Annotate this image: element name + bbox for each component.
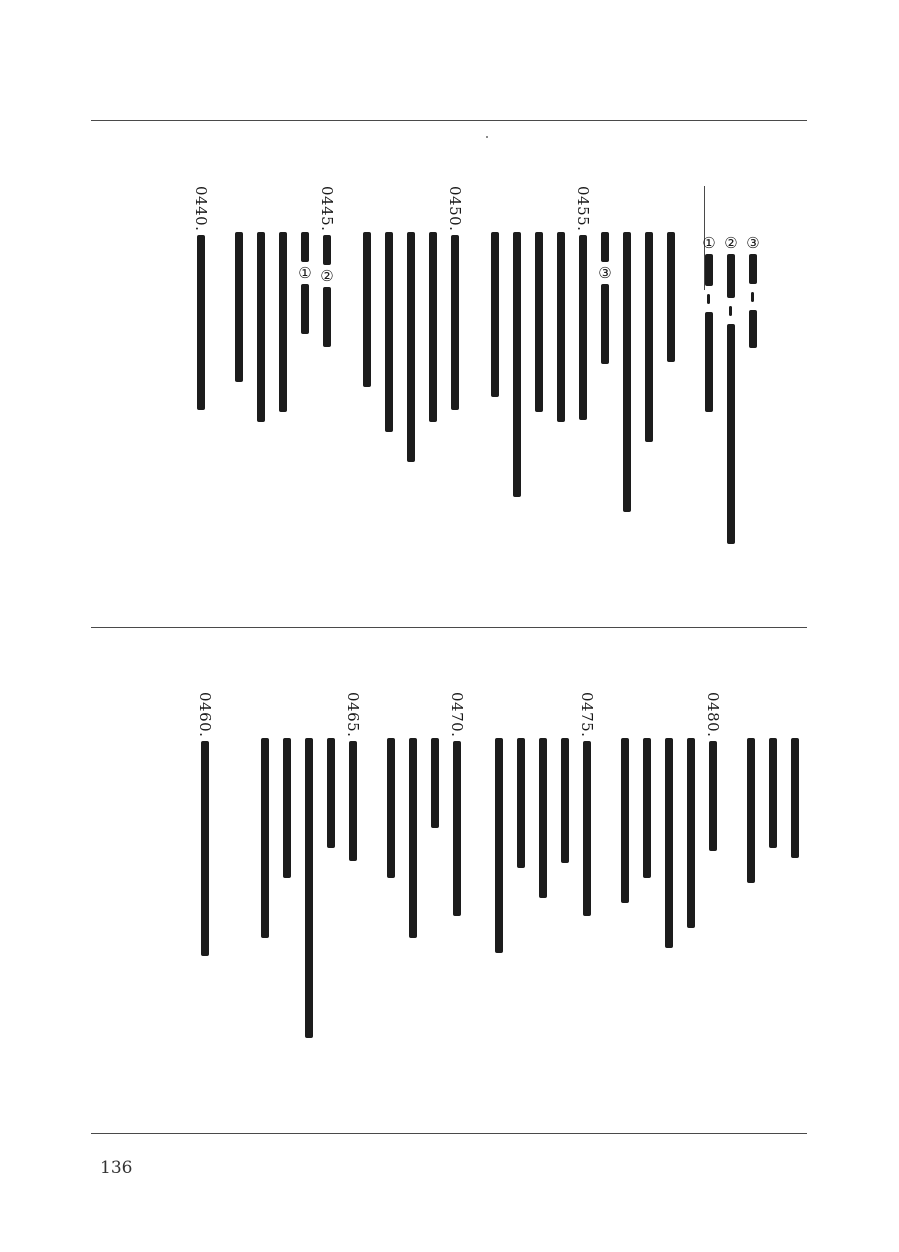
mongolian-text xyxy=(769,738,777,848)
text-line xyxy=(638,738,656,878)
footnote-line xyxy=(700,232,718,412)
mongolian-text xyxy=(791,738,799,858)
text-line xyxy=(404,738,422,938)
mongolian-text xyxy=(687,738,695,928)
mongolian-text xyxy=(261,738,269,938)
text-line xyxy=(382,738,400,878)
mongolian-text xyxy=(409,738,417,938)
dash xyxy=(707,294,710,304)
text-line xyxy=(764,738,782,848)
mongolian-text xyxy=(197,235,205,410)
mongolian-text xyxy=(235,232,243,382)
mongolian-text xyxy=(709,741,717,851)
footnote-marker: ① xyxy=(700,234,718,252)
top-rule xyxy=(91,120,807,121)
inline-marker: ② xyxy=(318,267,336,286)
mongolian-text xyxy=(513,232,521,497)
page-number: 136 xyxy=(100,1158,133,1178)
footnote-marker: ② xyxy=(722,234,740,252)
mongolian-text xyxy=(643,738,651,878)
mongolian-text xyxy=(535,232,543,412)
bottom-rule xyxy=(91,1133,807,1134)
text-line xyxy=(358,232,376,387)
text-line xyxy=(252,232,270,422)
text-line xyxy=(578,692,596,916)
mongolian-text xyxy=(283,738,291,878)
text-line xyxy=(508,232,526,497)
text-line xyxy=(344,692,362,861)
mongolian-text xyxy=(749,254,757,284)
speck xyxy=(486,136,488,138)
mongolian-text xyxy=(349,741,357,861)
mongolian-text xyxy=(727,254,735,298)
mongolian-text xyxy=(665,738,673,948)
text-line xyxy=(446,186,464,410)
text-line xyxy=(682,738,700,928)
mongolian-text xyxy=(491,232,499,397)
mongolian-text xyxy=(621,738,629,903)
mongolian-text xyxy=(667,232,675,362)
text-line xyxy=(786,738,804,858)
text-line xyxy=(662,232,680,362)
text-line xyxy=(424,232,442,422)
mongolian-text xyxy=(705,312,713,412)
line-number: 0445. xyxy=(318,186,336,232)
line-number: 0460. xyxy=(196,692,214,738)
footnote-line xyxy=(744,232,762,348)
mongolian-text xyxy=(539,738,547,898)
line-number: 0465. xyxy=(344,692,362,738)
mongolian-text xyxy=(323,235,331,265)
mongolian-text xyxy=(257,232,265,422)
mongolian-text xyxy=(557,232,565,422)
text-line xyxy=(256,738,274,938)
text-line xyxy=(552,232,570,422)
mongolian-text xyxy=(727,324,735,544)
text-line xyxy=(486,232,504,397)
mongolian-text xyxy=(301,232,309,262)
text-line xyxy=(660,738,678,948)
text-line xyxy=(556,738,574,863)
mongolian-text xyxy=(363,232,371,387)
mongolian-text xyxy=(601,284,609,364)
mongolian-text xyxy=(453,741,461,916)
text-line xyxy=(704,692,722,851)
mongolian-text xyxy=(645,232,653,442)
mongolian-text xyxy=(201,741,209,956)
text-line xyxy=(448,692,466,916)
text-line xyxy=(274,232,292,412)
mongolian-text xyxy=(305,738,313,1038)
text-line xyxy=(296,232,314,334)
text-line xyxy=(278,738,296,878)
mongolian-text xyxy=(747,738,755,883)
mongolian-text xyxy=(749,310,757,348)
text-line xyxy=(196,692,214,956)
mongolian-text xyxy=(323,287,331,347)
text-line xyxy=(380,232,398,432)
mongolian-text xyxy=(705,254,713,286)
mongolian-text xyxy=(579,235,587,420)
mongolian-text xyxy=(561,738,569,863)
text-line xyxy=(530,232,548,412)
inline-marker: ① xyxy=(296,264,314,282)
mongolian-text xyxy=(431,738,439,828)
text-line xyxy=(426,738,444,828)
text-line xyxy=(230,232,248,382)
mongolian-text xyxy=(451,235,459,410)
text-line xyxy=(534,738,552,898)
middle-rule xyxy=(91,627,807,628)
footnote-line xyxy=(722,232,740,544)
text-line xyxy=(300,738,318,1038)
mongolian-text xyxy=(623,232,631,512)
mongolian-text xyxy=(429,232,437,422)
mongolian-text xyxy=(327,738,335,848)
text-line xyxy=(596,232,614,364)
text-line xyxy=(640,232,658,442)
mongolian-text xyxy=(301,284,309,334)
text-line xyxy=(192,186,210,410)
footnote-marker: ③ xyxy=(744,234,762,252)
text-line xyxy=(618,232,636,512)
text-line xyxy=(490,738,508,953)
line-number: 0455. xyxy=(574,186,592,232)
mongolian-text xyxy=(387,738,395,878)
text-line xyxy=(402,232,420,462)
line-number: 0440. xyxy=(192,186,210,232)
dash xyxy=(729,306,732,316)
inline-marker: ③ xyxy=(596,264,614,282)
mongolian-text xyxy=(517,738,525,868)
line-number: 0450. xyxy=(446,186,464,232)
text-line xyxy=(318,186,336,347)
text-line xyxy=(322,738,340,848)
line-number: 0480. xyxy=(704,692,722,738)
mongolian-text xyxy=(601,232,609,262)
mongolian-text xyxy=(385,232,393,432)
dash xyxy=(751,292,754,302)
line-number: 0475. xyxy=(578,692,596,738)
mongolian-text xyxy=(407,232,415,462)
text-line xyxy=(574,186,592,420)
text-line xyxy=(616,738,634,903)
mongolian-text xyxy=(495,738,503,953)
line-number: 0470. xyxy=(448,692,466,738)
mongolian-text xyxy=(583,741,591,916)
mongolian-text xyxy=(279,232,287,412)
text-line xyxy=(512,738,530,868)
text-line xyxy=(742,738,760,883)
